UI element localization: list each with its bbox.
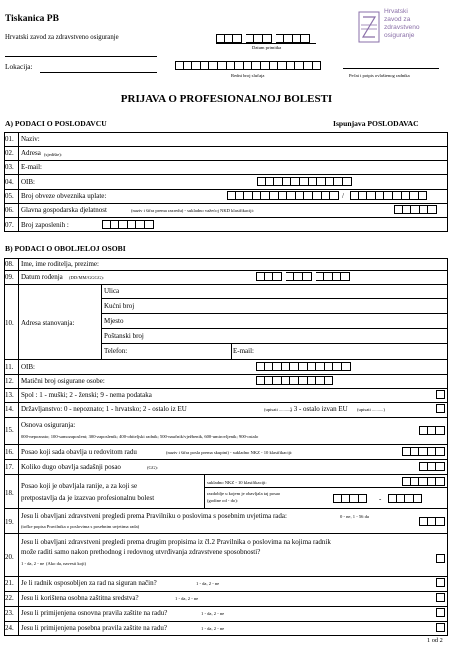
row-05-label: Broj obveze obveznika uplate: [21,192,107,200]
row-02-note: (sjedište): [44,152,63,157]
phone-label: Telefon: [104,347,128,355]
row-01-num: 01. [5,135,14,143]
row-15-options: 000-nepoznato; 100-samozaposleni; 300-zaposlenik; 400-obiteljski radnik; 500-naučnik/vježbenik, 600-umirovljenik; 900-ostalo [21,434,259,439]
row-18-sub1: sukladno NKZ - 10 klasifikaciji: [207,480,267,485]
row-02-num: 02. [5,149,14,157]
row-07-label: Broj zaposlenih : [21,221,69,229]
row-10-label: Adresa stanovanja: [21,319,75,327]
hzzo-logo [358,9,438,55]
row-10-num: 10. [5,319,14,327]
sex-box[interactable] [436,390,445,399]
form-code: Tiskanica PB [5,14,59,24]
house-number-label: Kućni broj [104,302,135,310]
row-08-label: Ime, ime roditelja, prezime: [21,260,99,268]
row-13-label: Spol : 1 - muški; 2 - ženski; 9 - nema podataka [21,391,152,399]
place-label: Mjesto [104,317,124,325]
row-18-label-1: Posao koji je obavljala ranije, a za koji se [21,482,138,490]
row-11-num: 11. [5,363,14,371]
row-20-num: 20. [5,553,14,561]
payer-number-boxes-b[interactable] [350,191,427,200]
section-a-filled-by: Ispunjava POSLODAVAC [333,119,419,128]
row-09-label: Datum rođenja [21,273,63,281]
row-18-num: 18. [5,489,14,497]
activity-code-boxes[interactable] [394,205,437,214]
row-21-label: Je li radnik osposobljen za rad na siguran način? [21,579,157,587]
insurance-basis-boxes[interactable] [419,426,445,435]
row-13-num: 13. [5,391,14,399]
row-21-num: 21. [5,579,14,587]
row-23-num: 23. [5,609,14,617]
payer-number-boxes-a[interactable] [227,191,339,200]
row-11-label: OIB: [21,363,35,371]
row-23-label: Jesu li primijenjena osnovna pravila zaštite na radu? [21,609,168,617]
row-19-answer: 0 - ne, 1 - 56 da [340,514,369,519]
prev-job-to-boxes[interactable] [388,494,422,503]
row-17-num: 17. [5,463,14,471]
row-18-dash: - [379,495,382,503]
postal-label: Poštanski broj [104,332,144,340]
row-20-label-1: Jesu li obavljani zdravstveni pregledi prema drugim propisima iz čl.2 Pravilnika o poslovima na kojima radnik [21,538,331,546]
row-19-note: (točke popisa Pravilnika o poslovima s posebnim uvjetima rada) [21,524,140,529]
row-14-note2: (upisati ..........) [357,407,385,412]
row-24-num: 24. [5,624,14,632]
row-14-label: Državljanstvo: 0 - nepoznato; 1 - hrvatsko; 2 - ostalo iz EU [21,405,187,413]
insured-number-boxes[interactable] [256,376,333,385]
row-19-label: Jesu li obavljani zdravstveni pregledi prema Pravilniku o poslovima s posebnim uvjetima rada: [21,512,287,520]
page-number: 1 od 2 [427,637,443,644]
row-17-note: (GG): [147,465,158,470]
employer-oib-boxes[interactable] [257,177,352,186]
citizenship-box[interactable] [436,404,445,413]
officer-signature-label: Pečat i potpis ovlaštenog radnika [349,73,410,78]
row-21-answer: 1 - da, 2 - ne [196,581,220,586]
institution-label: Hrvatski zavod za zdravstveno osiguranje [5,34,119,41]
email-label: E-mail: [233,347,254,355]
row-15-label: Osnova osiguranja: [21,421,76,429]
row-04-num: 04. [5,178,14,186]
row-16-note: (naziv i šifra posla prema skupini) - sukladno NKZ - 10 klasifikaciji: [166,450,293,455]
row-07-num: 07. [5,221,14,229]
special-rules-box[interactable] [436,623,445,632]
logo-line-4: osiguranje [384,32,415,39]
logo-line-2: zavod za [384,16,411,23]
date-received-label: Datum primitka [252,45,282,50]
row-06-note: (naziv i šifra prema razredu) - sukladno važećoj NKD klasifikaciji: [131,208,255,213]
safety-training-box[interactable] [436,578,445,587]
row-16-label: Posao koji sada obavlja u redovitom radu [21,448,137,456]
person-oib-boxes[interactable] [256,362,351,371]
row-22-num: 22. [5,594,14,602]
hzzo-logo-icon [358,11,380,43]
row-16-num: 16. [5,448,14,456]
row-19-num: 19. [5,518,14,526]
row-09-num: 09. [5,273,14,281]
row-15-num: 15. [5,426,14,434]
row-22-label: Jesu li korištena osobna zaštitna sredstva? [21,594,139,602]
basic-rules-box[interactable] [436,608,445,617]
row-02-label: Adresa [21,149,41,157]
row-20-note: (Ako da, navesti koji) [46,561,87,566]
row-20-label-2: može raditi samo nakon prethodnog i redovnog utvrđivanja zdravstvene sposobnosti? [21,548,261,556]
row-14-num: 14. [5,405,14,413]
form-title: PRIJAVA O PROFESIONALNOJ BOLESTI [120,93,333,105]
row-18-sub2b: (godine od - do): [207,498,239,503]
row-14-mid: ; 3 - ostalo izvan EU [290,405,348,413]
section-b-title: B) PODACI O OBOLJELOJ OSOBI [5,244,126,253]
birth-date-boxes[interactable] [256,272,350,281]
row-18-sub2a: razdoblje u kojem je obavljala taj posao [207,491,281,496]
row-24-label: Jesu li primijenjena posebna pravila zaštite na radu? [21,624,167,632]
row-04-label: OIB: [21,178,35,186]
job-duration-boxes[interactable] [419,462,445,471]
location-label: Lokacija: [5,62,33,71]
row-24-answer: 1 - da, 2 - ne [201,626,225,631]
payer-number-slash: / [342,192,344,200]
ppe-box[interactable] [436,593,445,602]
exam-19-boxes[interactable] [419,517,445,526]
case-number-label: Redni broj slučaja [231,73,265,78]
row-22-answer: 1 - da, 2 - ne [175,596,199,601]
row-03-num: 03. [5,163,14,171]
exam-20-box[interactable] [436,554,445,563]
section-a-title: A) PODACI O POSLODAVCU [5,119,107,128]
row-12-label: Matični broj osigurane osobe: [21,377,105,385]
row-03-label: E-mail: [21,163,42,171]
row-08-num: 08. [5,260,14,268]
prev-job-from-boxes[interactable] [333,494,367,503]
row-23-answer: 1 - da, 2 - ne [201,611,225,616]
date-received-boxes[interactable] [216,34,310,43]
row-14-note1: (upisati ..........) [264,407,292,412]
row-01-label: Naziv: [21,135,40,143]
row-18-label-2: pretpostavlja da je izazvao profesionalnu bolest [21,494,155,502]
row-20-answer: 1 - da, 2 - ne [21,561,45,566]
row-17-label: Koliko dugo obavlja sadašnji posao [21,463,121,471]
logo-line-3: zdravstveno [384,24,420,31]
row-05-num: 05. [5,192,14,200]
logo-line-1: Hrvatski [384,8,408,15]
case-number-boxes[interactable] [175,61,321,70]
prev-job-code-boxes[interactable] [402,477,445,486]
row-12-num: 12. [5,377,14,385]
street-label: Ulica [104,287,120,295]
current-job-code-boxes[interactable] [402,447,445,456]
row-06-label: Glavna gospodarska djelatnost [21,206,107,214]
row-09-note: (DD/MM/GGGG): [69,275,104,280]
employee-count-boxes[interactable] [102,220,154,229]
row-06-num: 06. [5,206,14,214]
